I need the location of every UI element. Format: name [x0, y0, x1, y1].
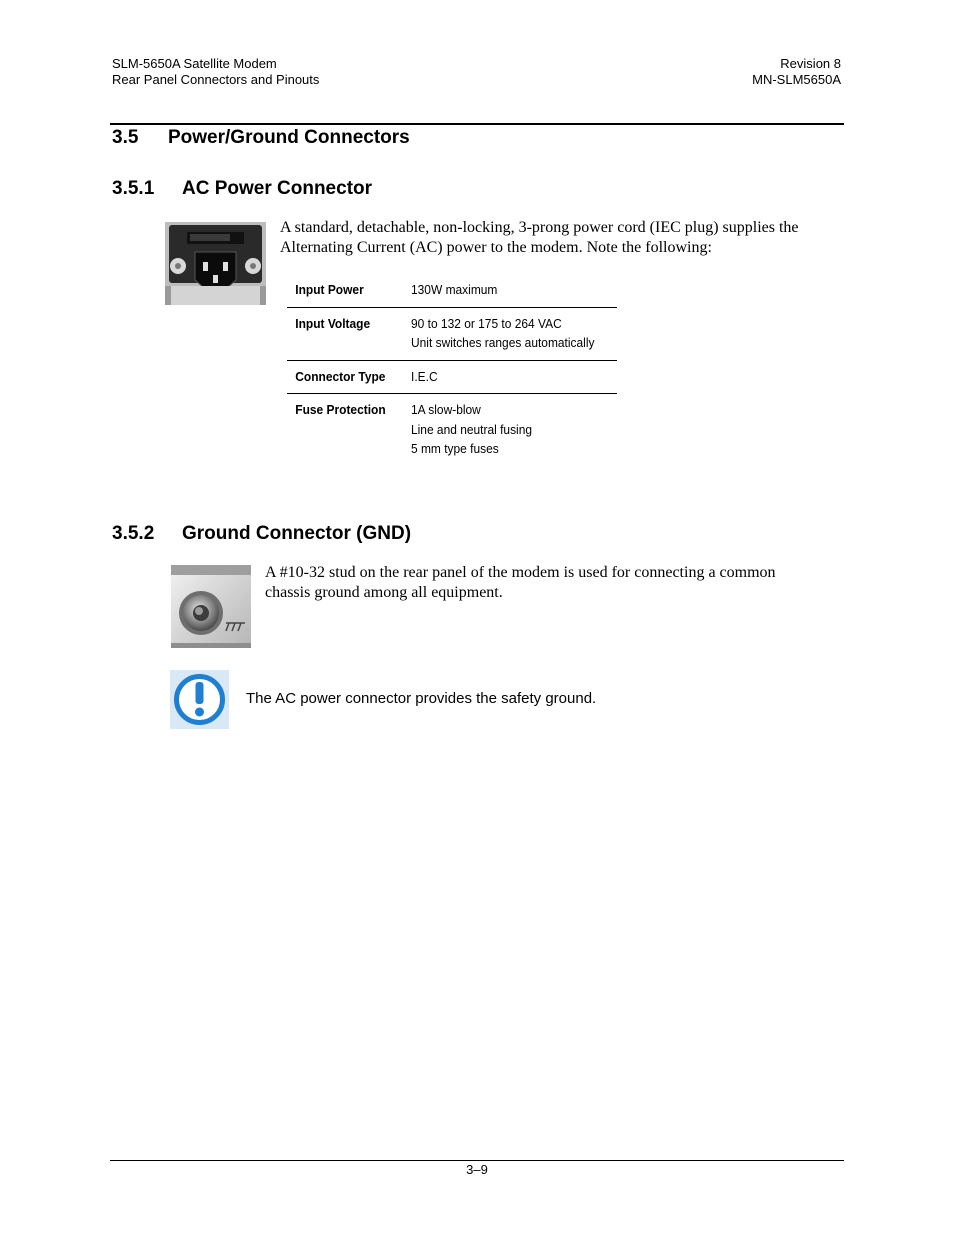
- ac-paragraph-line-2: Alternating Current (AC) power to the modem. Note the following:: [280, 239, 712, 256]
- spec-row-connector-type: [287, 361, 617, 395]
- gnd-number: 3.5.2: [112, 523, 155, 544]
- gnd-heading: [112, 523, 412, 545]
- section-title: Power/Ground Connectors: [168, 127, 410, 148]
- gnd-paragraph: [265, 563, 776, 603]
- spec-value-line: 5 mm type fuses: [411, 441, 499, 456]
- spec-value-line: I.E.C: [411, 368, 438, 384]
- spec-label: Fuse Protection: [295, 402, 386, 417]
- ac-connector-photo: [165, 222, 266, 305]
- gnd-paragraph-line-1: A #10-32 stud on the rear panel of the modem is used for connecting a common: [265, 564, 776, 581]
- header-product: SLM-5650A Satellite Modem: [112, 56, 277, 71]
- spec-value: [411, 367, 601, 387]
- ac-title: AC Power Connector: [182, 178, 373, 199]
- spec-value-line: Unit switches ranges automatically: [411, 335, 595, 350]
- spec-row-fuse-protection: [287, 394, 617, 466]
- header-chapter: Rear Panel Connectors and Pinouts: [112, 72, 320, 87]
- spec-value-line: 90 to 132 or 175 to 264 VAC: [411, 315, 562, 331]
- running-header-right: [752, 56, 841, 88]
- spec-row-input-power: [287, 274, 617, 308]
- note-text: The AC power connector provides the safety ground.: [246, 690, 597, 707]
- ground-stud-photo: [171, 565, 251, 648]
- header-revision: Revision 8: [780, 56, 841, 71]
- ac-spec-table: [287, 274, 617, 466]
- spec-row-input-voltage: [287, 308, 617, 361]
- ac-heading: [112, 178, 373, 200]
- ground-stud-image: [171, 565, 251, 648]
- gnd-paragraph-line-2: chassis ground among all equipment.: [265, 584, 503, 601]
- exclamation-circle-icon: [170, 670, 229, 729]
- running-header-left: [112, 56, 319, 88]
- header-rule: [110, 123, 844, 125]
- spec-value: [411, 280, 601, 300]
- spec-value: [411, 314, 601, 353]
- spec-value-line: 1A slow-blow: [411, 402, 481, 417]
- ac-number: 3.5.1: [112, 178, 155, 199]
- header-doc-number: MN-SLM5650A: [752, 72, 841, 87]
- spec-value-line: Line and neutral fusing: [411, 421, 533, 437]
- section-number: 3.5: [112, 127, 139, 148]
- spec-label: Input Power: [295, 282, 364, 297]
- ac-paragraph: [280, 218, 799, 258]
- spec-label: Input Voltage: [295, 315, 371, 331]
- spec-value: [411, 400, 601, 459]
- footer-rule: [110, 1160, 844, 1161]
- gnd-title: Ground Connector (GND): [182, 523, 412, 544]
- spec-label: Connector Type: [295, 368, 386, 384]
- ac-connector-image: [165, 222, 266, 305]
- spec-value-line: 130W maximum: [411, 282, 498, 297]
- page-number: 3–9: [466, 1162, 488, 1177]
- section-heading: [112, 127, 410, 149]
- ac-paragraph-line-1: A standard, detachable, non-locking, 3-prong power cord (IEC plug) supplies the: [280, 219, 799, 236]
